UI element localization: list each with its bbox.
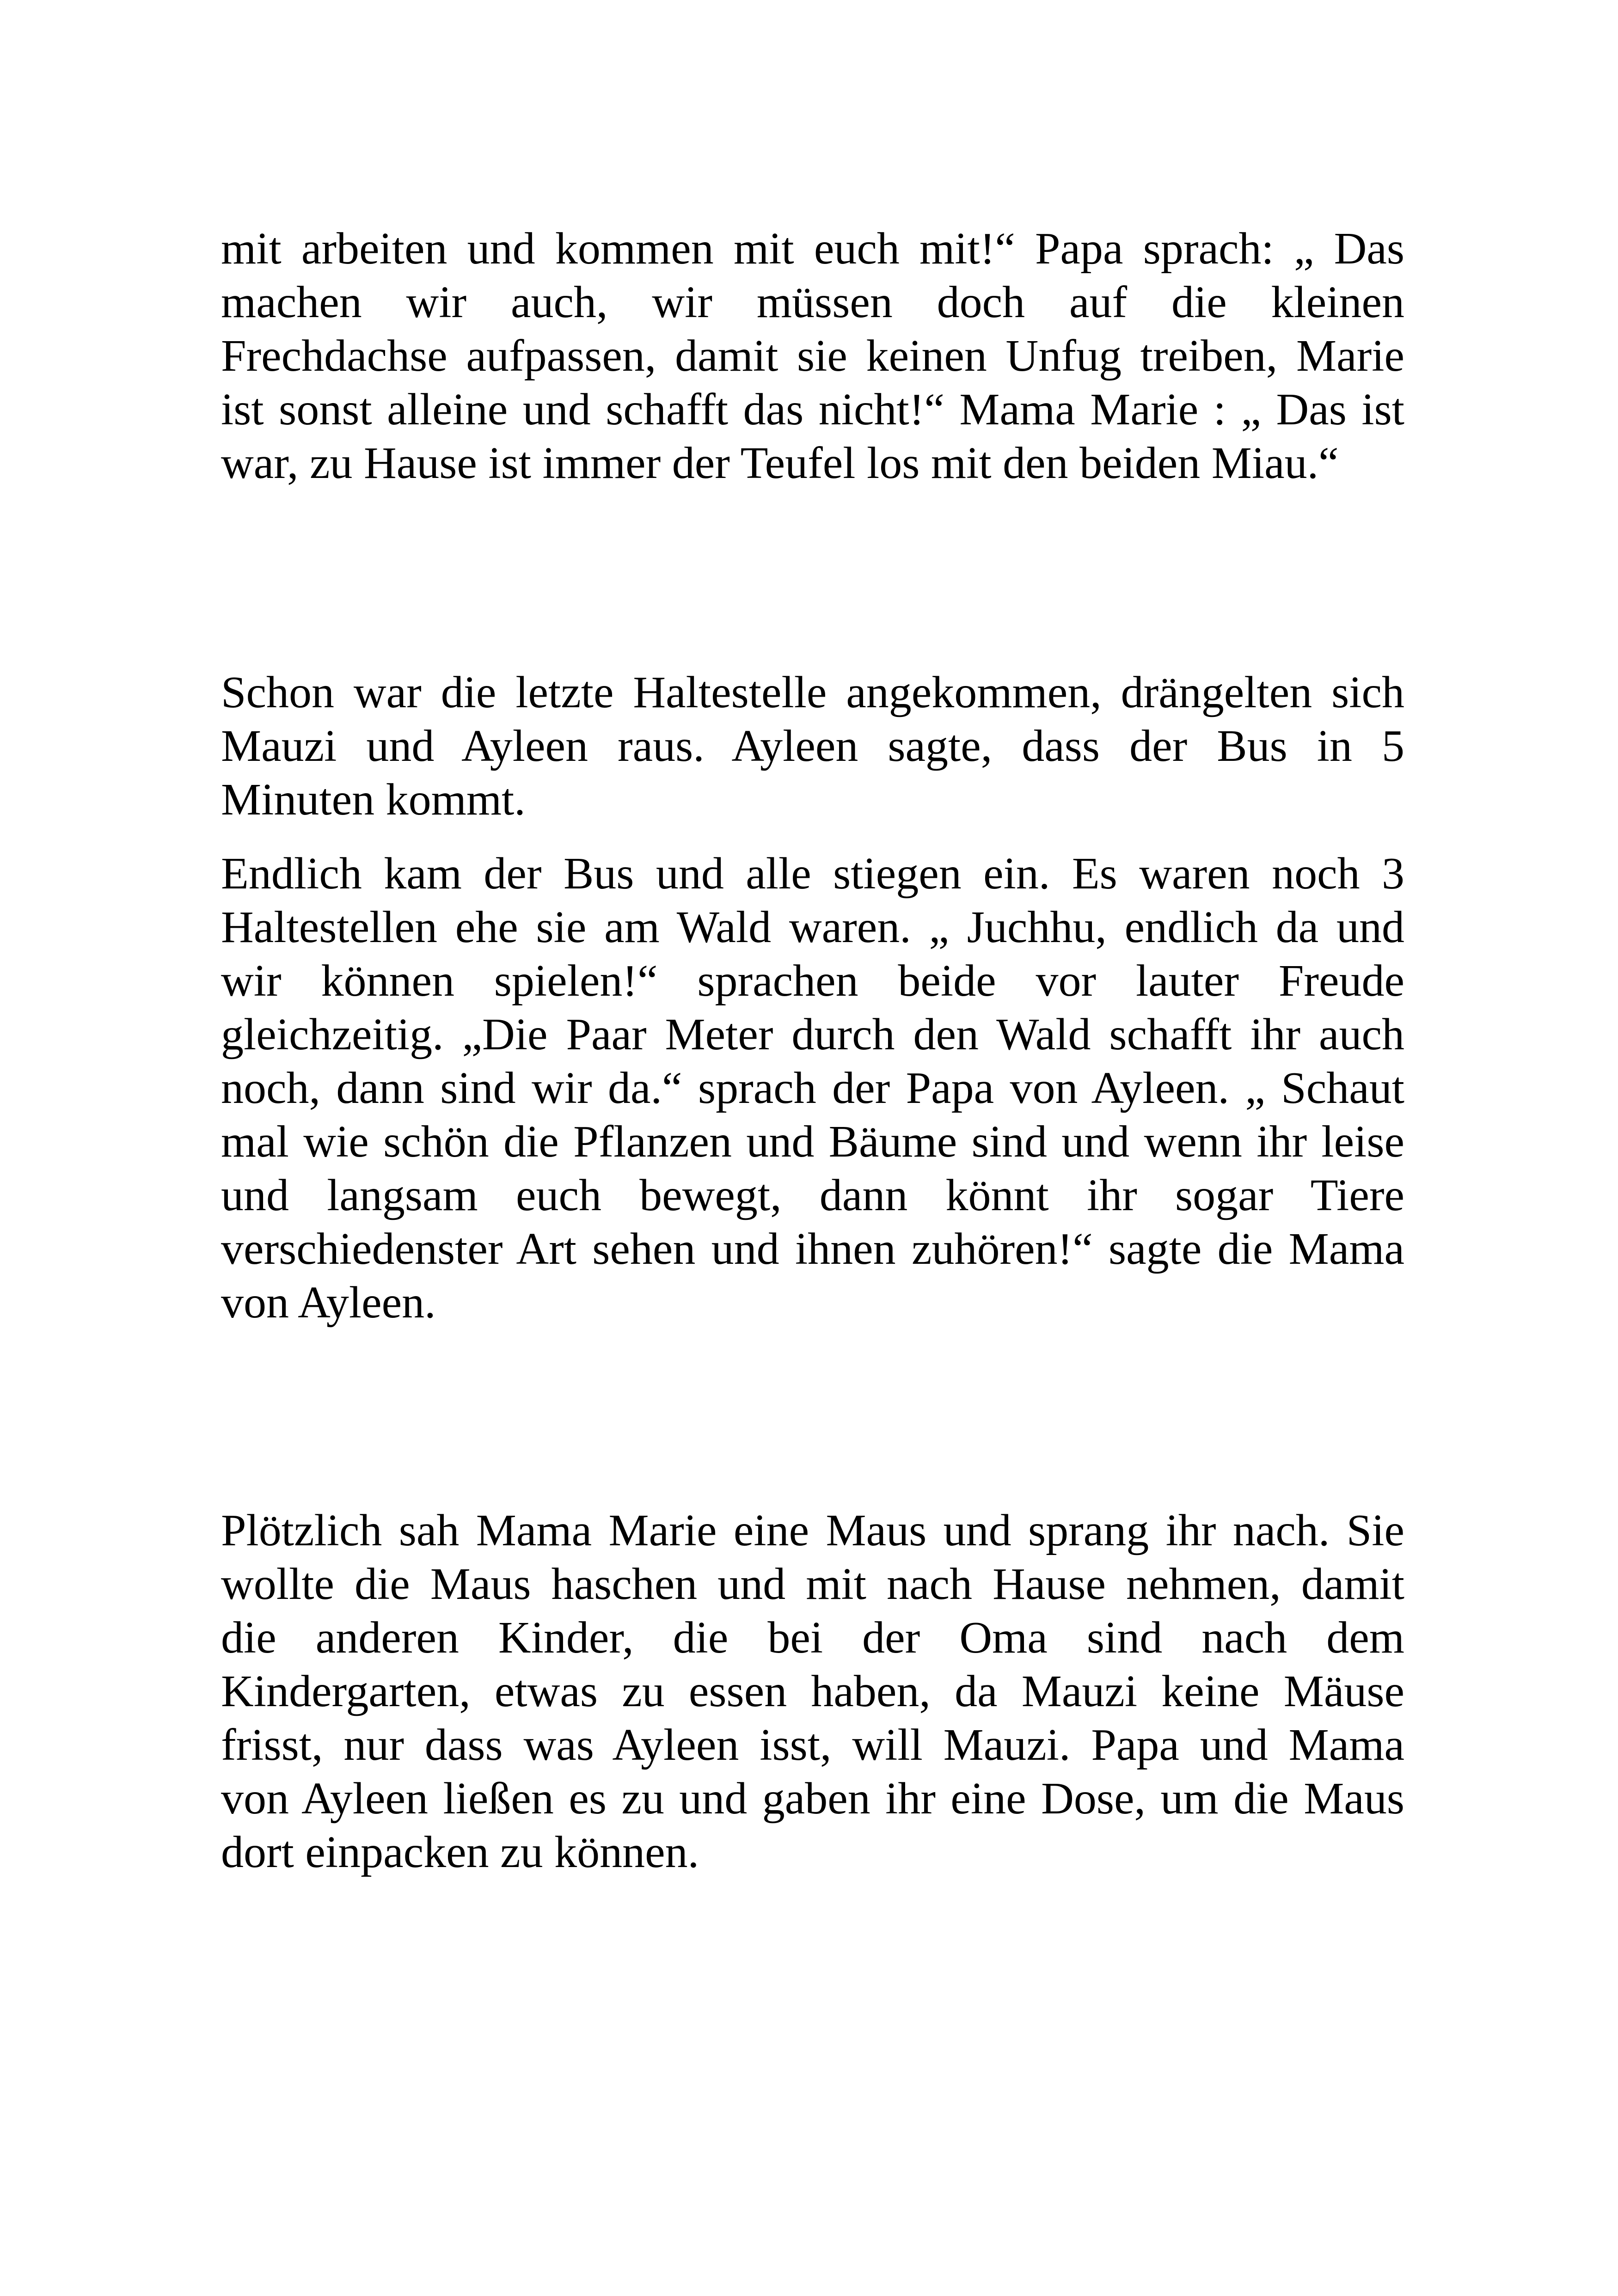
paragraph	[221, 666, 1404, 827]
text-line: wollte die Maus haschen und mit nach Hause nehmen, damit	[221, 1559, 1404, 1609]
text-line: frisst, nur dass was Ayleen isst, will Mauzi. Papa und Mama	[221, 1720, 1404, 1770]
text-line: wir können spielen!“ sprachen beide vor lauter Freude	[221, 956, 1404, 1006]
text-line: machen wir auch, wir müssen doch auf die kleinen	[221, 277, 1404, 327]
text-line: Haltestellen ehe sie am Wald waren. „ Juchhu, endlich da und	[221, 902, 1404, 952]
text-line: Schon war die letzte Haltestelle angekommen, drängelten sich	[221, 667, 1404, 717]
text-line: Minuten kommt.	[221, 775, 526, 825]
text-line: Frechdachse aufpassen, damit sie keinen Unfug treiben, Marie	[221, 331, 1404, 381]
text-line: ist sonst alleine und schafft das nicht!“ Mama Marie : „ Das ist	[221, 385, 1404, 435]
text-line: von Ayleen ließen es zu und gaben ihr eine Dose, um die Maus	[221, 1774, 1404, 1824]
text-line: noch, dann sind wir da.“ sprach der Papa von Ayleen. „ Schaut	[221, 1063, 1404, 1113]
text-line: war, zu Hause ist immer der Teufel los mit den beiden Miau.“	[221, 438, 1339, 488]
paragraph	[221, 222, 1404, 490]
paragraph	[221, 847, 1404, 1329]
text-line: mit arbeiten und kommen mit euch mit!“ Papa sprach: „ Das	[221, 224, 1404, 274]
text-line: Plötzlich sah Mama Marie eine Maus und sprang ihr nach. Sie	[221, 1506, 1404, 1555]
text-line: Mauzi und Ayleen raus. Ayleen sagte, dass der Bus in 5	[221, 721, 1404, 771]
text-line: verschiedenster Art sehen und ihnen zuhören!“ sagte die Mama	[221, 1224, 1404, 1274]
text-line: mal wie schön die Pflanzen und Bäume sind und wenn ihr leise	[221, 1117, 1404, 1167]
text-line: Kindergarten, etwas zu essen haben, da Mauzi keine Mäuse	[221, 1666, 1404, 1716]
text-line: von Ayleen.	[221, 1278, 436, 1328]
text-line: Endlich kam der Bus und alle stiegen ein. Es waren noch 3	[221, 849, 1404, 899]
text-line: dort einpacken zu können.	[221, 1827, 699, 1877]
text-line: gleichzeitig. „Die Paar Meter durch den Wald schafft ihr auch	[221, 1010, 1404, 1059]
text-line: und langsam euch bewegt, dann könnt ihr sogar Tiere	[221, 1170, 1404, 1220]
text-line: die anderen Kinder, die bei der Oma sind nach dem	[221, 1613, 1404, 1663]
paragraph	[221, 1504, 1404, 1879]
